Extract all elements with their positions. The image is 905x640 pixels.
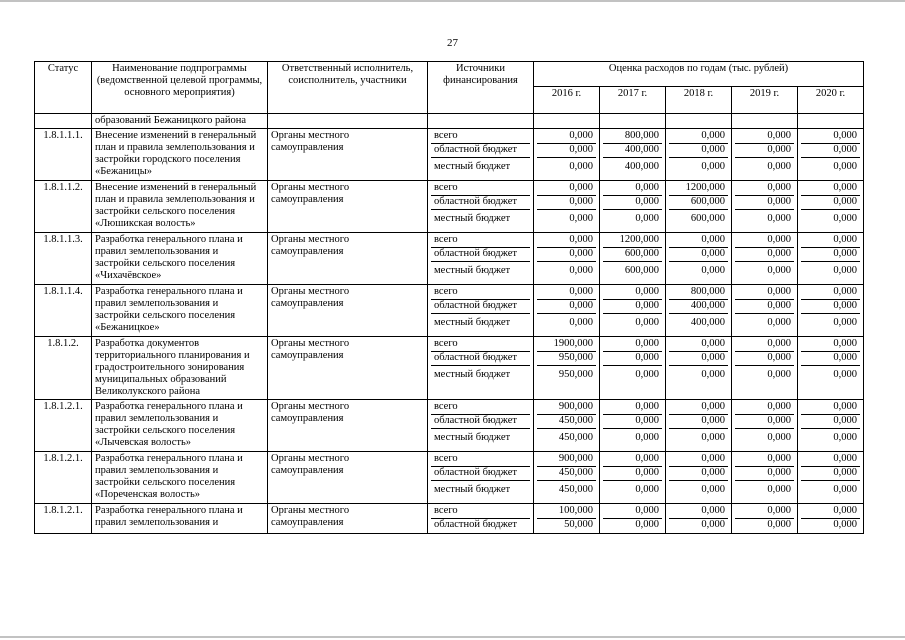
year-values <box>600 504 666 534</box>
amount-value: 0,000 <box>735 234 794 248</box>
year-values <box>666 400 732 452</box>
amount-value: 0,000 <box>701 265 725 276</box>
amount-value: 400,000 <box>603 144 662 158</box>
year-values <box>732 129 798 181</box>
row-sources <box>428 504 534 534</box>
amount-value: 0,000 <box>569 213 593 224</box>
amount-value: 0,000 <box>635 484 659 495</box>
amount-value: 0,000 <box>767 213 791 224</box>
header-sources: Источники финансирования <box>428 62 534 114</box>
amount-value: 0,000 <box>603 467 662 481</box>
year-values <box>666 504 732 534</box>
amount-value: 0,000 <box>735 453 794 467</box>
amount-value: 0,000 <box>833 432 857 443</box>
amount-value: 0,000 <box>669 453 728 467</box>
funding-source: местный бюджет <box>434 369 511 380</box>
row-name: Разработка генерального плана и правил землепользования и застройки сельского поселения «Пореченская волость» <box>92 452 268 504</box>
amount-value: 0,000 <box>569 265 593 276</box>
amount-value: 0,000 <box>537 234 596 248</box>
amount-value: 400,000 <box>624 161 659 172</box>
amount-value: 0,000 <box>669 415 728 429</box>
amount-value: 0,000 <box>801 467 860 481</box>
amount-value: 0,000 <box>635 519 659 530</box>
year-values <box>600 337 666 400</box>
year-values <box>732 233 798 285</box>
header-row <box>35 62 864 87</box>
row-executor: Органы местного самоуправления <box>268 233 428 285</box>
year-values <box>732 337 798 400</box>
year-values <box>534 400 600 452</box>
amount-value: 0,000 <box>833 317 857 328</box>
year-values <box>732 181 798 233</box>
amount-value: 0,000 <box>801 182 860 196</box>
amount-value: 0,000 <box>833 369 857 380</box>
amount-value: 0,000 <box>833 161 857 172</box>
row-executor: Органы местного самоуправления <box>268 181 428 233</box>
year-values <box>732 452 798 504</box>
table-row <box>35 337 864 400</box>
amount-value: 0,000 <box>603 182 662 196</box>
year-values <box>666 129 732 181</box>
amount-value: 0,000 <box>767 265 791 276</box>
amount-value: 0,000 <box>537 300 596 314</box>
amount-value: 0,000 <box>603 300 662 314</box>
year-values <box>534 504 600 534</box>
amount-value: 600,000 <box>690 213 725 224</box>
year-values <box>666 285 732 337</box>
scan-bottom-edge <box>0 636 905 638</box>
amount-value: 0,000 <box>669 401 728 415</box>
funding-source: местный бюджет <box>434 432 511 443</box>
funding-source: всего <box>431 453 530 467</box>
amount-value: 0,000 <box>669 130 728 144</box>
year-values <box>600 129 666 181</box>
row-name: Внесение изменений в генеральный план и правила землепользования и застройки сельского поселения «Люшикская волость» <box>92 181 268 233</box>
amount-value: 0,000 <box>669 144 728 158</box>
amount-value: 0,000 <box>569 317 593 328</box>
year-values <box>666 181 732 233</box>
amount-value: 0,000 <box>801 338 860 352</box>
row-status: 1.8.1.2.1. <box>35 452 92 504</box>
amount-value: 950,000 <box>558 369 593 380</box>
scan-top-edge <box>0 0 905 2</box>
year-values <box>534 452 600 504</box>
amount-value: 0,000 <box>801 144 860 158</box>
amount-value: 0,000 <box>537 182 596 196</box>
amount-value: 0,000 <box>833 213 857 224</box>
table-row <box>35 504 864 534</box>
row-executor: Органы местного самоуправления <box>268 504 428 534</box>
amount-value: 0,000 <box>603 415 662 429</box>
row-status: 1.8.1.2. <box>35 337 92 400</box>
year-values <box>798 504 864 534</box>
row-name: Разработка документов территориального планирования и градостроительного зонирования муниципальных образований Великолукского района <box>92 337 268 400</box>
row-sources <box>428 400 534 452</box>
amount-value: 0,000 <box>833 519 857 530</box>
amount-value: 0,000 <box>767 519 791 530</box>
amount-value: 0,000 <box>735 130 794 144</box>
header-status: Статус <box>35 62 92 114</box>
year-values <box>600 400 666 452</box>
table-row <box>35 452 864 504</box>
amount-value: 0,000 <box>701 519 725 530</box>
amount-value: 0,000 <box>537 196 596 210</box>
amount-value: 0,000 <box>669 352 728 366</box>
table-row <box>35 233 864 285</box>
header-name: Наименование подпрограммы (ведомственной целевой программы, основного мероприятия) <box>92 62 268 114</box>
amount-value: 0,000 <box>669 338 728 352</box>
amount-value: 450,000 <box>558 484 593 495</box>
funding-source: всего <box>431 182 530 196</box>
page-number: 27 <box>447 37 458 49</box>
year-values <box>798 129 864 181</box>
amount-value: 0,000 <box>735 300 794 314</box>
amount-value: 0,000 <box>537 286 596 300</box>
year-values <box>534 129 600 181</box>
amount-value: 100,000 <box>537 505 596 519</box>
amount-value: 0,000 <box>537 130 596 144</box>
year-values <box>798 337 864 400</box>
row-sources <box>428 337 534 400</box>
row-sources <box>428 285 534 337</box>
amount-value: 0,000 <box>767 317 791 328</box>
amount-value: 0,000 <box>603 338 662 352</box>
amount-value: 900,000 <box>537 453 596 467</box>
row-executor: Органы местного самоуправления <box>268 285 428 337</box>
header-year: 2019 г. <box>732 87 798 114</box>
year-values <box>798 400 864 452</box>
amount-value: 0,000 <box>701 369 725 380</box>
funding-source: областной бюджет <box>431 248 530 262</box>
funding-source: областной бюджет <box>434 519 517 530</box>
row-sources <box>428 452 534 504</box>
row-status: 1.8.1.1.4. <box>35 285 92 337</box>
funding-source: всего <box>431 234 530 248</box>
funding-source: местный бюджет <box>434 213 511 224</box>
amount-value: 1200,000 <box>669 182 728 196</box>
amount-value: 900,000 <box>537 401 596 415</box>
row-name: Разработка генерального плана и правил землепользования и застройки сельского поселения «Чихачёвское» <box>92 233 268 285</box>
year-values <box>534 285 600 337</box>
amount-value: 0,000 <box>735 415 794 429</box>
amount-value: 800,000 <box>603 130 662 144</box>
amount-value: 0,000 <box>735 505 794 519</box>
amount-value: 0,000 <box>603 401 662 415</box>
amount-value: 800,000 <box>669 286 728 300</box>
amount-value: 0,000 <box>801 300 860 314</box>
amount-value: 0,000 <box>801 130 860 144</box>
funding-source: местный бюджет <box>434 317 511 328</box>
funding-source: областной бюджет <box>431 415 530 429</box>
row-executor: Органы местного самоуправления <box>268 400 428 452</box>
amount-value: 0,000 <box>801 401 860 415</box>
amount-value: 0,000 <box>669 505 728 519</box>
budget-table <box>34 61 864 534</box>
amount-value: 0,000 <box>801 234 860 248</box>
amount-value: 0,000 <box>537 248 596 262</box>
funding-source: областной бюджет <box>431 352 530 366</box>
table-row <box>35 285 864 337</box>
funding-source: всего <box>431 401 530 415</box>
amount-value: 0,000 <box>801 352 860 366</box>
row-executor: Органы местного самоуправления <box>268 129 428 181</box>
funding-source: местный бюджет <box>434 265 511 276</box>
amount-value: 0,000 <box>603 505 662 519</box>
amount-value: 0,000 <box>833 265 857 276</box>
year-values <box>666 337 732 400</box>
amount-value: 0,000 <box>569 161 593 172</box>
row-name: Разработка генерального плана и правил землепользования и <box>92 504 268 534</box>
amount-value: 1900,000 <box>537 338 596 352</box>
amount-value: 600,000 <box>669 196 728 210</box>
year-values <box>600 233 666 285</box>
year-values <box>600 452 666 504</box>
header-year: 2017 г. <box>600 87 666 114</box>
row-status: 1.8.1.1.3. <box>35 233 92 285</box>
row-name: Разработка генерального плана и правил землепользования и застройки сельского поселения «Лычевская волость» <box>92 400 268 452</box>
header-costs: Оценка расходов по годам (тыс. рублей) <box>534 62 864 87</box>
amount-value: 0,000 <box>635 317 659 328</box>
amount-value: 0,000 <box>767 369 791 380</box>
amount-value: 0,000 <box>669 234 728 248</box>
row-executor: Органы местного самоуправления <box>268 452 428 504</box>
amount-value: 950,000 <box>537 352 596 366</box>
amount-value: 0,000 <box>735 248 794 262</box>
year-values <box>666 452 732 504</box>
year-values <box>798 181 864 233</box>
amount-value: 0,000 <box>635 369 659 380</box>
amount-value: 0,000 <box>833 484 857 495</box>
funding-source: всего <box>431 286 530 300</box>
amount-value: 400,000 <box>690 317 725 328</box>
row-status: 1.8.1.1.1. <box>35 129 92 181</box>
year-values <box>600 285 666 337</box>
year-values <box>600 181 666 233</box>
year-values <box>732 400 798 452</box>
amount-value: 0,000 <box>735 144 794 158</box>
year-values <box>534 233 600 285</box>
header-year: 2016 г. <box>534 87 600 114</box>
amount-value: 0,000 <box>735 286 794 300</box>
row-status: 1.8.1.2.1. <box>35 504 92 534</box>
amount-value: 0,000 <box>801 505 860 519</box>
funding-source: всего <box>431 130 530 144</box>
row-sources <box>428 129 534 181</box>
amount-value: 50,000 <box>564 519 593 530</box>
amount-value: 0,000 <box>735 338 794 352</box>
amount-value: 0,000 <box>701 432 725 443</box>
amount-value: 450,000 <box>537 415 596 429</box>
amount-value: 0,000 <box>801 196 860 210</box>
continuation-name: образований Бежаницкого района <box>92 114 268 129</box>
amount-value: 0,000 <box>635 432 659 443</box>
amount-value: 0,000 <box>603 196 662 210</box>
amount-value: 0,000 <box>735 401 794 415</box>
year-values <box>798 285 864 337</box>
header-year: 2018 г. <box>666 87 732 114</box>
amount-value: 0,000 <box>701 161 725 172</box>
header-executor: Ответственный исполнитель, соисполнитель, участники <box>268 62 428 114</box>
amount-value: 600,000 <box>603 248 662 262</box>
table-row <box>35 181 864 233</box>
amount-value: 0,000 <box>603 286 662 300</box>
amount-value: 0,000 <box>603 453 662 467</box>
amount-value: 0,000 <box>735 182 794 196</box>
year-values <box>732 504 798 534</box>
amount-value: 0,000 <box>701 484 725 495</box>
amount-value: 1200,000 <box>603 234 662 248</box>
funding-source: всего <box>431 338 530 352</box>
row-executor: Органы местного самоуправления <box>268 337 428 400</box>
funding-source: местный бюджет <box>434 484 511 495</box>
year-values <box>666 233 732 285</box>
amount-value: 600,000 <box>624 265 659 276</box>
row-status: 1.8.1.1.2. <box>35 181 92 233</box>
header-year: 2020 г. <box>798 87 864 114</box>
row-name: Разработка генерального плана и правил землепользования и застройки сельского поселения «Бежаницкое» <box>92 285 268 337</box>
continuation-row <box>35 114 864 129</box>
amount-value: 0,000 <box>767 432 791 443</box>
row-status: 1.8.1.2.1. <box>35 400 92 452</box>
amount-value: 0,000 <box>635 213 659 224</box>
funding-source: областной бюджет <box>431 196 530 210</box>
year-values <box>798 452 864 504</box>
amount-value: 0,000 <box>801 248 860 262</box>
amount-value: 0,000 <box>801 453 860 467</box>
row-sources <box>428 233 534 285</box>
amount-value: 0,000 <box>735 196 794 210</box>
amount-value: 0,000 <box>801 415 860 429</box>
row-name: Внесение изменений в генеральный план и правила землепользования и застройки городского поселения «Бежаницы» <box>92 129 268 181</box>
funding-source: областной бюджет <box>431 300 530 314</box>
amount-value: 0,000 <box>537 144 596 158</box>
amount-value: 0,000 <box>801 286 860 300</box>
amount-value: 0,000 <box>735 467 794 481</box>
amount-value: 0,000 <box>669 467 728 481</box>
funding-source: всего <box>431 505 530 519</box>
amount-value: 0,000 <box>767 161 791 172</box>
year-values <box>534 337 600 400</box>
funding-source: местный бюджет <box>434 161 511 172</box>
amount-value: 0,000 <box>669 248 728 262</box>
table-row <box>35 400 864 452</box>
funding-source: областной бюджет <box>431 144 530 158</box>
amount-value: 400,000 <box>669 300 728 314</box>
amount-value: 0,000 <box>735 352 794 366</box>
year-values <box>732 285 798 337</box>
funding-source: областной бюджет <box>431 467 530 481</box>
row-sources <box>428 181 534 233</box>
table-row <box>35 129 864 181</box>
amount-value: 0,000 <box>603 352 662 366</box>
year-values <box>534 181 600 233</box>
year-values <box>798 233 864 285</box>
amount-value: 0,000 <box>767 484 791 495</box>
amount-value: 450,000 <box>537 467 596 481</box>
amount-value: 450,000 <box>558 432 593 443</box>
